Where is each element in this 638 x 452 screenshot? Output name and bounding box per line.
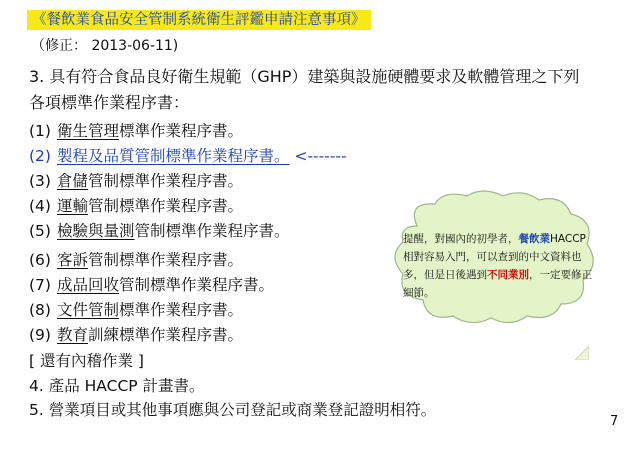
item-keyword: 文件管制 (57, 301, 120, 319)
item-5-business-registration: 5. 營業項目或其他事項應與公司登記或商業登記證明相符。 (29, 401, 437, 419)
list-item (29, 299, 347, 324)
list-item (29, 274, 347, 299)
callout-text-part: 提醒，對國內的初學者， (403, 233, 519, 245)
item-keyword: 製程及品質 (57, 147, 135, 165)
callout-warning: 不同業別 (487, 269, 529, 281)
callout-text (403, 230, 593, 302)
item-keyword: 衛生管理 (57, 122, 120, 140)
item-keyword: 成品回收 (57, 276, 120, 294)
item-number: (6) (29, 251, 51, 269)
list-item (29, 220, 347, 245)
item-number: (4) (29, 197, 51, 215)
item-number: (1) (29, 122, 51, 140)
item-number: (2) (29, 147, 51, 165)
item-keyword: 倉儲 (57, 172, 89, 190)
item-text: 管制標準作業程序書。 (119, 276, 275, 294)
callout-text-part: HACCP 相對容易入門，可以查到的中文資料也多，但是日後遇到 (403, 233, 586, 281)
list-item (29, 195, 347, 220)
item-number: (7) (29, 276, 51, 294)
callout-text-part: ，一定要修正細節。 (403, 269, 592, 299)
page-corner-icon (575, 346, 589, 360)
item-number: (8) (29, 301, 51, 319)
item-number: (5) (29, 222, 51, 240)
pointer-arrow: <------- (289, 147, 347, 165)
callout-highlight: 餐飲業 (518, 233, 550, 245)
item-text: 訓練標準作業程序書。 (88, 326, 244, 344)
reminder-callout (387, 186, 599, 328)
program-list (29, 120, 347, 349)
page-number: 7 (610, 414, 619, 429)
audit-note: [ 還有內稽作業 ] (29, 352, 144, 370)
item-number: (9) (29, 326, 51, 344)
item-text: 管制標準作業程序書。 (88, 197, 244, 215)
lead-paragraph (29, 64, 619, 116)
item-4-haccp-plan: 4. 產品 HACCP 計畫書。 (29, 377, 205, 395)
item-keyword: 客訴 (57, 251, 89, 269)
lead-line-2: 各項標準作業程序書： (29, 93, 190, 112)
list-item (29, 120, 347, 145)
item-text: 標準作業程序書。 (119, 301, 244, 319)
item-text: 管制標準作業程序書。 (134, 147, 290, 165)
lead-line-1: 3. 具有符合食品良好衛生規範（GHP）建築與設施硬體要求及軟體管理之下列 (29, 67, 580, 86)
item-text: 標準作業程序書。 (119, 122, 244, 140)
item-keyword: 運輸 (57, 197, 89, 215)
item-keyword: 教育 (57, 326, 89, 344)
list-item (29, 170, 347, 195)
document-title: 《餐飲業食品安全管制系統衛生評鑑申請注意事項》 (27, 10, 371, 30)
list-item (29, 249, 347, 274)
item-number: (3) (29, 172, 51, 190)
item-text: 管制標準作業程序書。 (88, 172, 244, 190)
list-item-highlighted (29, 145, 347, 170)
item-keyword: 檢驗與量測 (57, 222, 135, 240)
item-text: 管制標準作業程序書。 (88, 251, 244, 269)
item-text: 管制標準作業程序書。 (134, 222, 290, 240)
list-item (29, 324, 347, 349)
revision-date: （修正： 2013-06-11) (31, 38, 179, 54)
